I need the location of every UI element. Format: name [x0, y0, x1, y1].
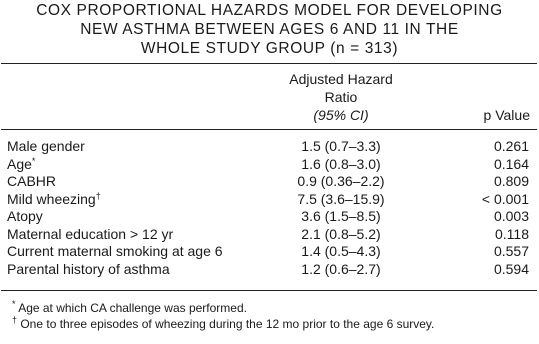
hazard-ratio-cell: 7.5 (3.6–15.9): [297, 190, 385, 207]
title-line-3: WHOLE STUDY GROUP (n = 313): [140, 40, 399, 57]
variable-cell: Male gender: [7, 138, 85, 154]
table-title: [0, 1, 539, 58]
p-value-cell: 0.557: [493, 243, 529, 259]
hazard-ratio-header-line-1: Adjusted Hazard: [289, 71, 393, 87]
hazard-ratio-header-line-2: Ratio: [324, 89, 358, 105]
hazard-ratio-cell: 1.5 (0.7–3.3): [301, 138, 381, 154]
p-value-cell: < 0.001: [481, 190, 529, 207]
footnote: [12, 300, 532, 316]
variable-cell: CABHR: [7, 173, 57, 189]
table-row: [0, 243, 539, 261]
footnote-marker: †: [12, 315, 18, 325]
bottom-rule: [1, 290, 537, 291]
p-value-cell: 0.809: [493, 173, 529, 189]
footnote-text: One to three episodes of wheezing during the 12 mo prior to the age 6 survey.: [17, 317, 435, 331]
p-value-cell: 0.164: [493, 155, 529, 172]
footnote-text: Age at which CA challenge was performed.: [15, 301, 247, 315]
p-value-cell: 0.261: [493, 138, 529, 154]
variable-cell: Atopy: [7, 208, 43, 224]
variable-cell: Current maternal smoking at age 6: [7, 243, 223, 259]
footnote-marker: *: [12, 299, 16, 309]
p-value-cell: 0.003: [493, 208, 529, 224]
title-line-2: NEW ASTHMA BETWEEN AGES 6 AND 11 IN THE: [80, 21, 459, 38]
title-line-1: COX PROPORTIONAL HAZARDS MODEL FOR DEVELOPING: [36, 2, 503, 19]
top-rule: [1, 63, 537, 64]
p-value-cell: 0.594: [493, 260, 529, 277]
footnotes: [12, 300, 532, 332]
table-row: [0, 226, 539, 244]
table-row: [0, 191, 539, 209]
variable-cell: Maternal education > 12 yr: [7, 225, 174, 242]
hazard-ratio-cell: 1.4 (0.5–4.3): [301, 243, 381, 259]
hazard-ratio-cell: 0.9 (0.36–2.2): [297, 173, 385, 189]
table-row: [0, 138, 539, 156]
hazard-ratio-header-ci: (95% CI): [313, 107, 369, 123]
hazard-ratio-cell: 3.6 (1.5–8.5): [301, 208, 381, 224]
table-row: [0, 261, 539, 279]
table-body: [0, 138, 539, 278]
table-row: [0, 156, 539, 174]
variable-cell: Age*: [7, 155, 36, 172]
hazard-ratio-cell: 1.2 (0.6–2.7): [301, 260, 381, 277]
hazard-ratio-cell: 1.6 (0.8–3.0): [301, 155, 381, 172]
hazard-ratio-cell: 2.1 (0.8–5.2): [301, 225, 381, 242]
p-value-header: p Value: [483, 107, 530, 123]
p-value-cell: 0.118: [495, 225, 529, 242]
hazard-ratio-header: [286, 70, 396, 124]
header-rule: [1, 129, 537, 130]
variable-cell: Mild wheezing†: [7, 190, 101, 207]
footnote: [12, 316, 532, 332]
table-row: [0, 173, 539, 191]
variable-cell: Parental history of asthma: [7, 260, 170, 277]
table-row: [0, 208, 539, 226]
